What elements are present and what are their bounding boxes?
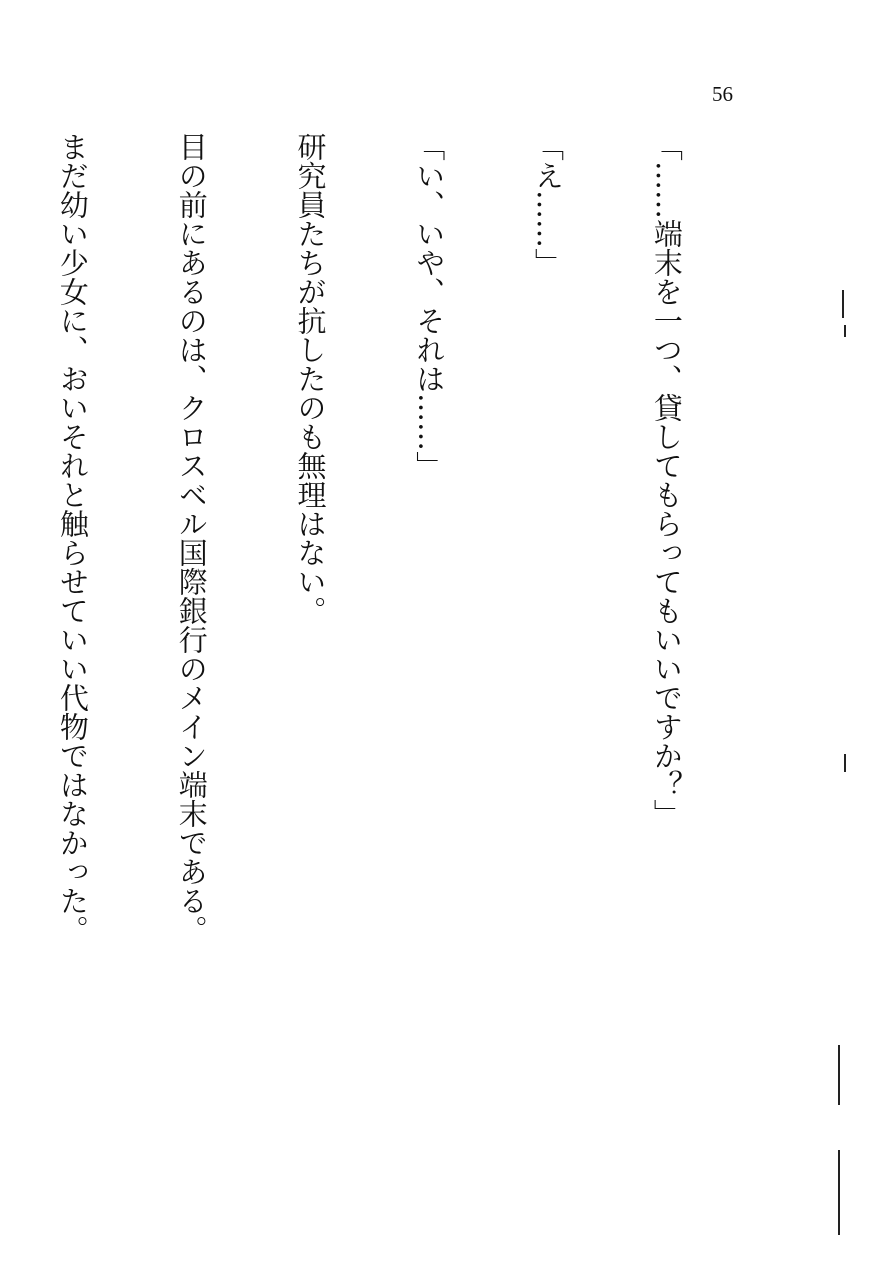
scan-edge-marks xyxy=(826,0,856,1280)
edge-mark xyxy=(844,754,846,772)
text-line: 「い、いや、それは……」 xyxy=(412,132,447,480)
edge-mark xyxy=(842,290,844,318)
edge-mark xyxy=(838,1045,840,1105)
edge-mark xyxy=(838,1150,840,1235)
body-text xyxy=(0,132,765,1132)
text-line: まだ幼い少女に、おいそれと触らせていい代物ではなかった。 xyxy=(55,132,90,944)
edge-mark xyxy=(844,325,846,337)
text-line: 「え……」 xyxy=(531,132,566,277)
text-line: 「……端末を一つ、貸してもらってもいいですか？」 xyxy=(649,132,684,828)
text-line: 目の前にあるのは、クロスベル国際銀行のメイン端末である。 xyxy=(174,132,209,944)
page-number: 56 xyxy=(712,82,733,106)
text-line: 研究員たちが抗したのも無理はない。 xyxy=(293,132,328,625)
